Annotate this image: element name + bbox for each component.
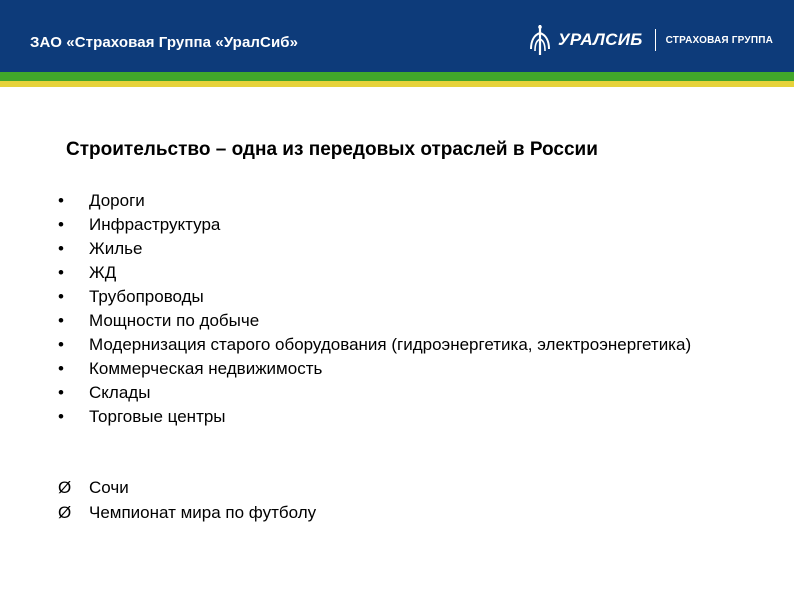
slide-title: Строительство – одна из передовых отраслей в России (66, 139, 598, 160)
green-stripe (0, 72, 794, 81)
logo-brand-text: УРАЛСИБ (558, 30, 643, 49)
bullet-item-marker: • (58, 311, 64, 330)
logo-subtitle: СТРАХОВАЯ ГРУППА (665, 34, 774, 46)
bullet-item-marker: • (58, 407, 64, 426)
arrow-item (58, 500, 698, 525)
bullet-item-marker: • (58, 335, 64, 354)
bullet-item (58, 237, 698, 261)
bullet-item (58, 405, 698, 429)
bullet-item-marker: • (58, 191, 64, 210)
arrow-item-marker: Ø (58, 503, 72, 522)
bullet-item-text: Склады (89, 383, 151, 402)
bullet-item-marker: • (58, 239, 64, 258)
bullet-item-marker: • (58, 359, 64, 378)
arrow-item-marker: Ø (58, 478, 72, 497)
bullet-item-text: Коммерческая недвижимость (89, 359, 323, 378)
arrow-item (58, 475, 698, 500)
bullet-item-marker: • (58, 383, 64, 402)
arrow-item-text: Чемпионат мира по футболу (89, 503, 317, 522)
arrow-list (58, 475, 698, 525)
bullet-item (58, 309, 698, 333)
bullet-item (58, 333, 698, 357)
bullet-item (58, 357, 698, 381)
bullet-item-marker: • (58, 287, 64, 306)
company-title: ЗАО «Страховая Группа «УралСиб» (30, 34, 299, 51)
bullet-item (58, 285, 698, 309)
bullet-item-text: Трубопроводы (89, 287, 204, 306)
logo-separator (655, 29, 656, 51)
bullet-item (58, 189, 698, 213)
bullet-item (58, 213, 698, 237)
bullet-item-text: Модернизация старого оборудования (гидроэнергетика, электроэнергетика) (89, 335, 692, 354)
bullet-item-text: ЖД (89, 263, 117, 282)
bullet-item (58, 381, 698, 405)
uralsib-emblem-icon (528, 23, 552, 57)
bullet-item-text: Торговые центры (89, 407, 226, 426)
header-bar (0, 0, 794, 72)
bullet-item-text: Мощности по добыче (89, 311, 260, 330)
arrow-item-text: Сочи (89, 478, 129, 497)
bullet-item-text: Инфраструктура (89, 215, 221, 234)
bullet-item (58, 261, 698, 285)
bullet-list (58, 189, 698, 429)
yellow-stripe (0, 81, 794, 87)
bullet-item-marker: • (58, 263, 64, 282)
uralsib-logo (528, 22, 773, 58)
bullet-item-text: Жилье (89, 239, 143, 258)
bullet-item-text: Дороги (89, 191, 145, 210)
bullet-item-marker: • (58, 215, 64, 234)
